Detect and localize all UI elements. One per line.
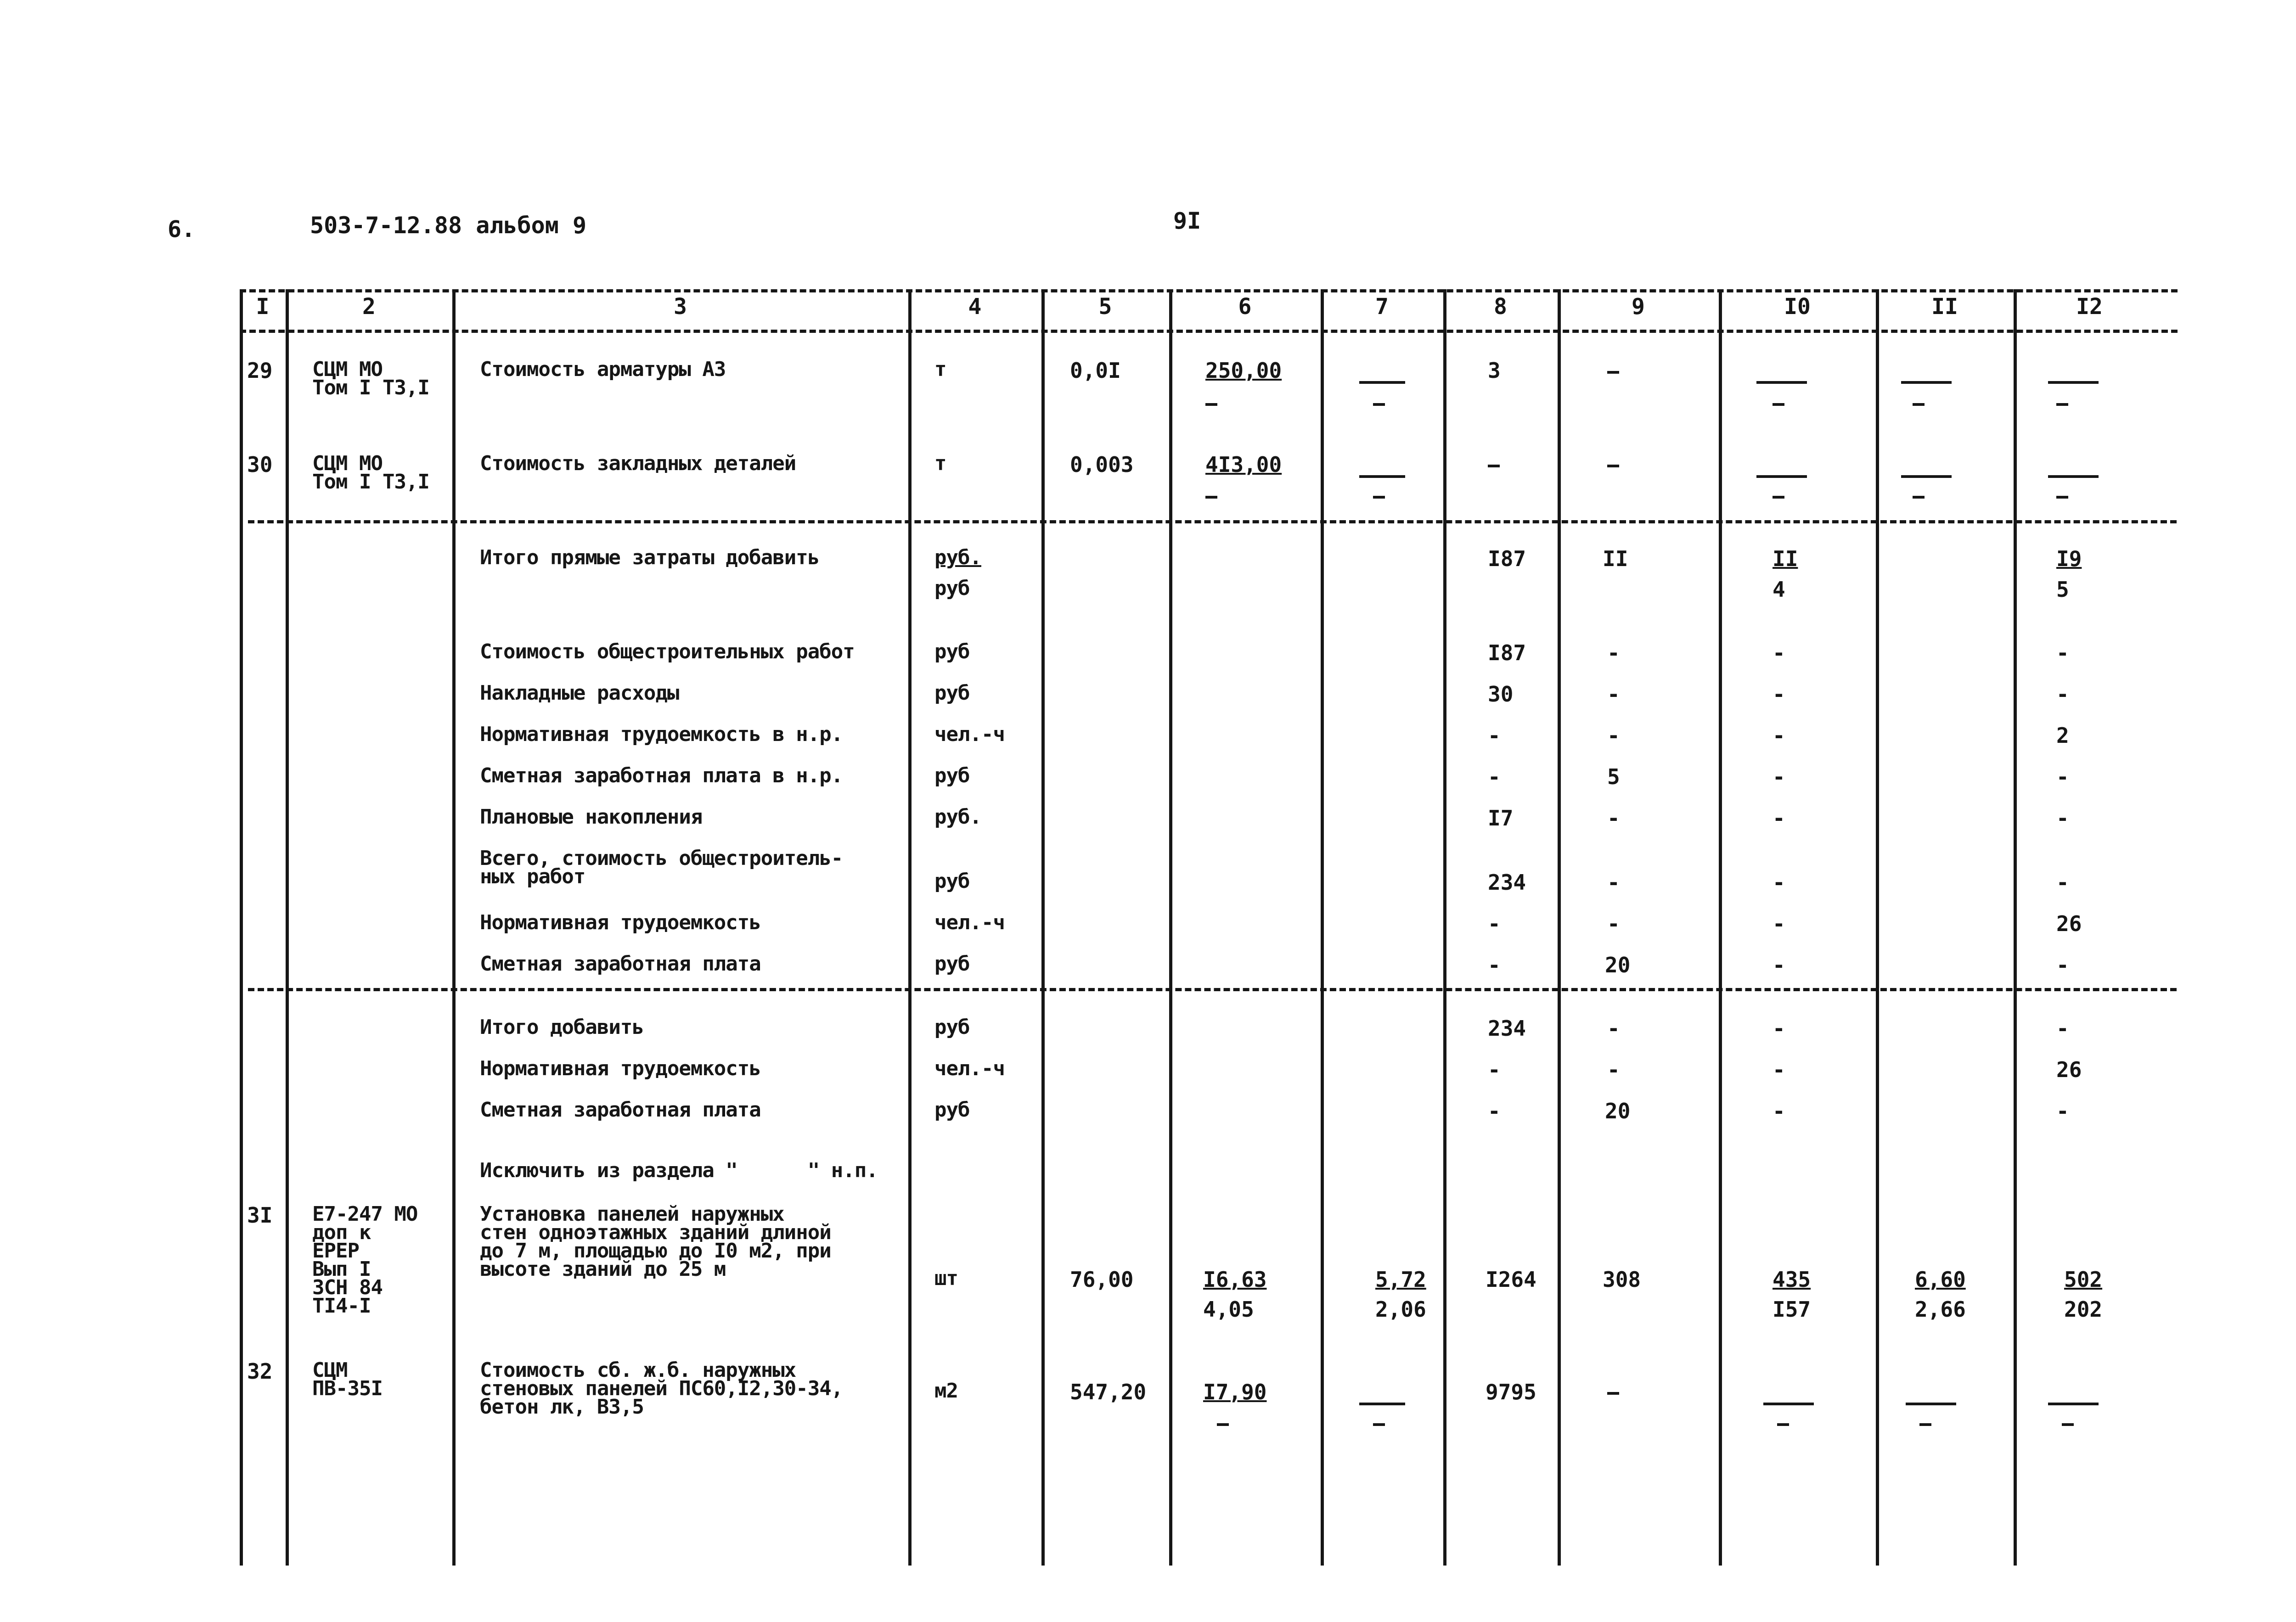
unit: т xyxy=(934,452,946,475)
work-name: высоте зданий до 25 м xyxy=(480,1257,726,1281)
col-heading: 7 xyxy=(1375,294,1389,320)
row-rule xyxy=(240,289,2178,292)
wage-cost: - xyxy=(1607,1057,1620,1082)
wage-cost: 5 xyxy=(1607,764,1620,789)
wage-unit: 2,06 xyxy=(1375,1297,1426,1322)
labor-value: I57 xyxy=(1773,1297,1811,1322)
fraction-bar xyxy=(1756,475,1807,478)
labor-total: 5 xyxy=(2056,577,2069,602)
col-heading: I0 xyxy=(1784,294,1811,320)
unit: шт xyxy=(934,1267,958,1290)
total-cost: - xyxy=(1488,911,1501,936)
dash-mark xyxy=(2056,403,2068,406)
line-name: Нормативная трудоемкость в н.р. xyxy=(480,723,843,746)
code-line: СЦМ МО xyxy=(312,452,383,475)
dash-mark xyxy=(2056,496,2068,499)
total-cost: 30 xyxy=(1488,682,1514,707)
code-line: СЦМ xyxy=(312,1358,348,1382)
row-number: 29 xyxy=(247,358,273,383)
unit: руб xyxy=(934,1098,970,1122)
quantity: 0,003 xyxy=(1070,452,1134,477)
unit-cost: I6,63 xyxy=(1203,1267,1267,1292)
labor-total: - xyxy=(2056,640,2069,665)
work-name: Стоимость арматуры АЗ xyxy=(480,358,726,381)
labor-value: - xyxy=(1773,1099,1785,1123)
page-number: 9I xyxy=(1173,208,1201,234)
row-rule xyxy=(240,330,2178,333)
labor-value: - xyxy=(1773,640,1785,665)
wage-cost: - xyxy=(1607,1016,1620,1041)
unit: руб. xyxy=(934,805,981,829)
col-heading: 9 xyxy=(1632,294,1645,320)
labor-value: - xyxy=(1773,911,1785,936)
wage-cost: - xyxy=(1607,911,1620,936)
line-name: Сметная заработная плата xyxy=(480,1098,761,1122)
unit: т xyxy=(934,358,946,381)
dash-mark xyxy=(1607,465,1619,467)
labor-total: - xyxy=(2056,1099,2069,1123)
total-cost: - xyxy=(1488,1057,1501,1082)
code-line: СЦМ МО xyxy=(312,358,383,381)
labor-total: - xyxy=(2056,953,2069,977)
unit: руб. xyxy=(934,546,981,569)
line-name: Сметная заработная плата xyxy=(480,952,761,976)
total-cost: 234 xyxy=(1488,870,1526,895)
col-heading: I xyxy=(256,294,270,320)
dash-mark xyxy=(1607,1392,1619,1395)
code-line: Вып I xyxy=(312,1257,371,1281)
col-heading: II xyxy=(1931,294,1958,320)
wage-cost: - xyxy=(1607,806,1620,831)
line-name: Нормативная трудоемкость xyxy=(480,911,761,934)
total-cost: 234 xyxy=(1488,1016,1526,1041)
unit: руб xyxy=(934,764,970,787)
unit-cost: I7,90 xyxy=(1203,1380,1267,1404)
total-cost: - xyxy=(1488,764,1501,789)
col-heading: 3 xyxy=(674,294,687,320)
line-name: Нормативная трудоемкость xyxy=(480,1057,761,1080)
unit: м2 xyxy=(934,1379,958,1403)
fraction-bar xyxy=(1763,1403,1814,1405)
total-cost: - xyxy=(1488,723,1501,748)
total-cost: - xyxy=(1488,1099,1501,1123)
unit: руб xyxy=(934,1016,970,1039)
dash-mark xyxy=(1773,496,1784,499)
unit: руб xyxy=(934,952,970,976)
col-heading: 4 xyxy=(968,294,982,320)
total-cost: 9795 xyxy=(1486,1380,1536,1404)
labor-value: - xyxy=(1773,870,1785,895)
wage-cost: 20 xyxy=(1605,953,1631,977)
work-name: Стоимость закладных деталей xyxy=(480,452,796,475)
col-line xyxy=(1876,289,1879,1566)
quantity: 0,0I xyxy=(1070,358,1121,383)
labor-value: - xyxy=(1773,953,1785,977)
work-name: стен одноэтажных зданий длиной xyxy=(480,1221,831,1244)
row-number: 30 xyxy=(247,452,273,477)
fraction-bar xyxy=(1901,475,1952,478)
dash-mark xyxy=(1373,1423,1385,1426)
total-cost: I7 xyxy=(1488,806,1514,831)
code-line: Том I ТЗ,I xyxy=(312,470,429,494)
unit-cost: 250,00 xyxy=(1205,358,1282,383)
work-name: Стоимость сб. ж.б. наружных xyxy=(480,1358,796,1382)
col-line xyxy=(452,289,456,1566)
labor-value: - xyxy=(1773,764,1785,789)
col-heading: 8 xyxy=(1494,294,1507,320)
exclude-note: Исключить из раздела " " н.п. xyxy=(480,1159,878,1182)
code-line: ТI4-I xyxy=(312,1294,371,1318)
work-name: до 7 м, площадью до I0 м2, при xyxy=(480,1239,831,1263)
line-name: Плановые накопления xyxy=(480,805,703,829)
unit: руб xyxy=(934,577,970,600)
labor-total: 2 xyxy=(2056,723,2069,748)
unit: руб xyxy=(934,640,970,663)
total-cost: I87 xyxy=(1488,546,1526,571)
labor-value: - xyxy=(1773,682,1785,707)
wage-cost: - xyxy=(1607,723,1620,748)
code-line: доп к xyxy=(312,1221,371,1244)
wage-cost: 308 xyxy=(1603,1267,1641,1292)
labor-total: 502 xyxy=(2064,1267,2103,1292)
summary-title: Итого прямые затраты добавить xyxy=(480,546,820,569)
col-line xyxy=(1321,289,1324,1566)
dash-mark xyxy=(1205,403,1217,406)
unit-cost: 4,05 xyxy=(1203,1297,1254,1322)
dash-mark xyxy=(2062,1423,2074,1426)
labor-unit: 2,66 xyxy=(1915,1297,1966,1322)
line-name: Всего, стоимость общестроитель- xyxy=(480,847,843,870)
dash-mark xyxy=(1607,371,1619,374)
dash-mark xyxy=(1488,465,1500,467)
wage-cost: II xyxy=(1603,546,1628,571)
unit: чел.-ч xyxy=(934,723,1005,746)
total-cost: 3 xyxy=(1488,358,1501,383)
labor-total: - xyxy=(2056,1016,2069,1041)
fraction-bar xyxy=(2048,475,2099,478)
labor-value: 435 xyxy=(1773,1267,1811,1292)
col-heading: 5 xyxy=(1098,294,1112,320)
work-name: Установка панелей наружных xyxy=(480,1202,784,1226)
fraction-bar xyxy=(2048,1403,2099,1405)
page-marker: 6. xyxy=(168,216,196,242)
col-line xyxy=(286,289,289,1566)
dash-mark xyxy=(1773,403,1784,406)
labor-total: - xyxy=(2056,806,2069,831)
fraction-bar xyxy=(1359,1403,1405,1405)
labor-value: 4 xyxy=(1773,577,1785,602)
code-line: Е7-247 МО xyxy=(312,1202,418,1226)
row-rule xyxy=(248,988,2177,991)
col-line xyxy=(240,289,243,1566)
row-number: 32 xyxy=(247,1359,273,1384)
document-code: 503-7-12.88 альбом 9 xyxy=(310,212,587,239)
dash-mark xyxy=(1913,403,1925,406)
col-line xyxy=(908,289,912,1566)
unit: руб xyxy=(934,870,970,893)
labor-value: - xyxy=(1773,806,1785,831)
col-line xyxy=(1558,289,1561,1566)
unit: чел.-ч xyxy=(934,911,1005,934)
dash-mark xyxy=(1205,496,1217,499)
work-name: стеновых панелей ПС60,I2,30-34, xyxy=(480,1377,843,1400)
labor-total: I9 xyxy=(2056,546,2082,571)
col-line xyxy=(1719,289,1722,1566)
fraction-bar xyxy=(1901,381,1952,384)
dash-mark xyxy=(1373,496,1385,499)
total-cost: - xyxy=(1488,953,1501,977)
line-name: Итого добавить xyxy=(480,1016,644,1039)
col-line xyxy=(1041,289,1045,1566)
wage-cost: - xyxy=(1607,870,1620,895)
col-line xyxy=(2014,289,2017,1566)
line-name: Накладные расходы xyxy=(480,681,679,705)
work-name: бетон лк, ВЗ,5 xyxy=(480,1395,644,1419)
wage-cost: - xyxy=(1607,682,1620,707)
dash-mark xyxy=(1777,1423,1789,1426)
labor-unit: 6,60 xyxy=(1915,1267,1966,1292)
unit-cost: 4I3,00 xyxy=(1205,452,1282,477)
wage-cost: 20 xyxy=(1605,1099,1631,1123)
dash-mark xyxy=(1913,496,1925,499)
labor-value: - xyxy=(1773,1057,1785,1082)
code-line: ЗСН 84 xyxy=(312,1276,383,1299)
labor-total: - xyxy=(2056,682,2069,707)
code-line: ЕРЕР xyxy=(312,1239,359,1263)
wage-unit: 5,72 xyxy=(1375,1267,1426,1292)
col-line xyxy=(1169,289,1172,1566)
quantity: 76,00 xyxy=(1070,1267,1134,1292)
fraction-bar xyxy=(1756,381,1807,384)
col-heading: 6 xyxy=(1238,294,1252,320)
dash-mark xyxy=(1217,1423,1229,1426)
fraction-bar xyxy=(2048,381,2099,384)
row-rule xyxy=(248,520,2177,523)
labor-total: 26 xyxy=(2056,911,2082,936)
code-line: Том I ТЗ,I xyxy=(312,376,429,399)
labor-total: 202 xyxy=(2064,1297,2103,1322)
labor-total: 26 xyxy=(2056,1057,2082,1082)
wage-cost: - xyxy=(1607,640,1620,665)
line-name: Стоимость общестроительных работ xyxy=(480,640,855,663)
fraction-bar xyxy=(1906,1403,1956,1405)
col-heading: 2 xyxy=(362,294,376,320)
labor-value: - xyxy=(1773,1016,1785,1041)
dash-mark xyxy=(1919,1423,1931,1426)
line-name: ных работ xyxy=(480,865,585,888)
total-cost: I87 xyxy=(1488,640,1526,665)
labor-value: II xyxy=(1773,546,1798,571)
unit: чел.-ч xyxy=(934,1057,1005,1080)
fraction-bar xyxy=(1359,475,1405,478)
col-line xyxy=(1443,289,1446,1566)
col-heading: I2 xyxy=(2076,294,2103,320)
quantity: 547,20 xyxy=(1070,1380,1147,1404)
code-line: ПВ-35I xyxy=(312,1377,383,1400)
dash-mark xyxy=(1373,403,1385,406)
row-number: 3I xyxy=(247,1203,273,1228)
unit: руб xyxy=(934,681,970,705)
fraction-bar xyxy=(1359,381,1405,384)
total-cost: I264 xyxy=(1486,1267,1536,1292)
labor-total: - xyxy=(2056,764,2069,789)
labor-value: - xyxy=(1773,723,1785,748)
labor-total: - xyxy=(2056,870,2069,895)
line-name: Сметная заработная плата в н.р. xyxy=(480,764,843,787)
